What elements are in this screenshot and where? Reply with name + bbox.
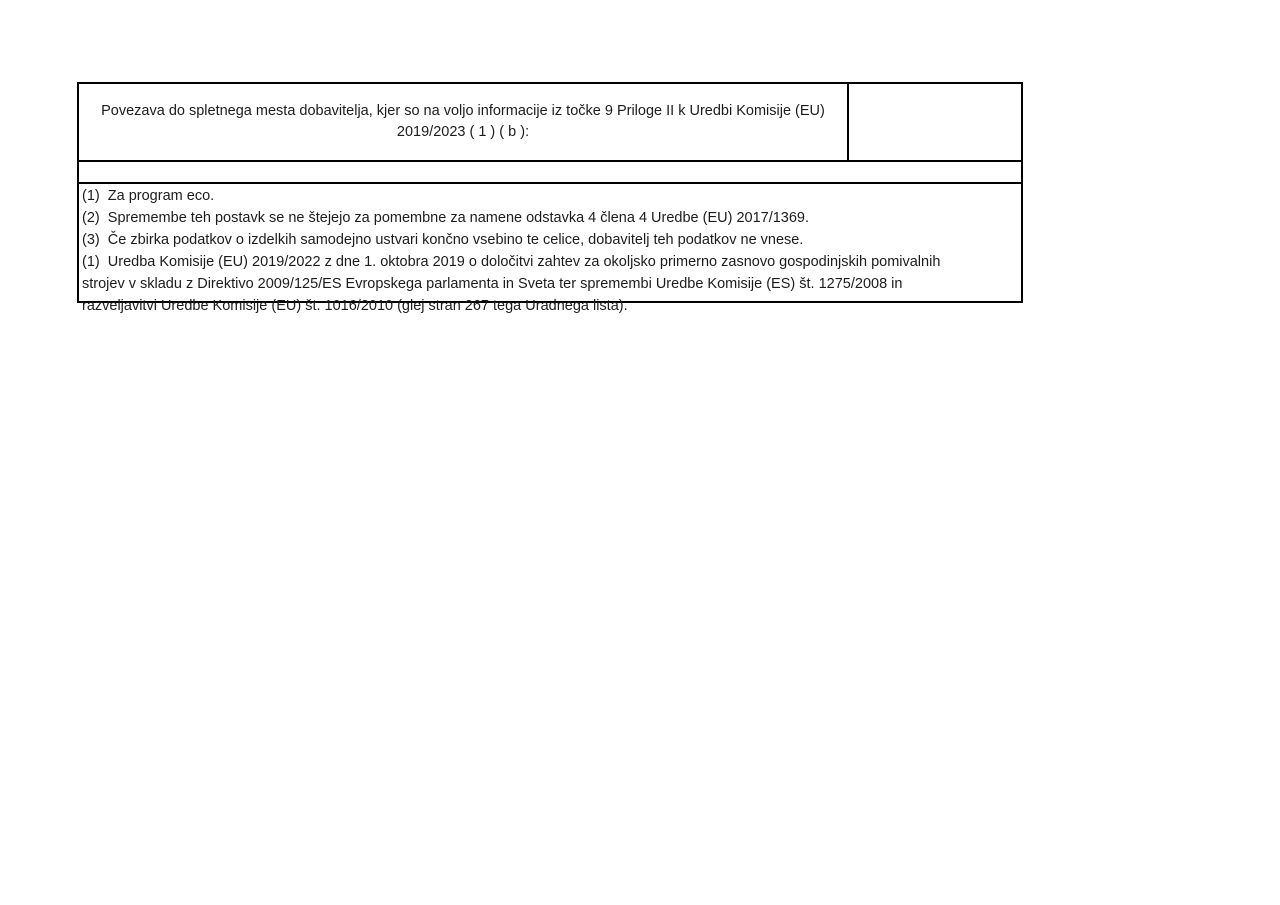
product-info-table	[77, 82, 1023, 314]
footnote-regulation-citation-line2: strojev v skladu z Direktivo 2009/125/ES Evropskega parlamenta in Sveta ter spremembi Uredbe Komisije (ES) št. 1275/2008 in	[82, 276, 903, 292]
footnote-database-autofill: (3) Če zbirka podatkov o izdelkih samodejno ustvari končno vsebino te celice, dobavitelj teh podatkov ne vnese.	[82, 232, 804, 248]
spacer-row	[79, 160, 1021, 182]
footnote-regulation-citation-line1: (1) Uredba Komisije (EU) 2019/2022 z dne 1. oktobra 2019 o določitvi zahtev za okoljsko primerno zasnovo gospodinjskih pomivalnih	[82, 254, 941, 270]
footnote-eco-program: (1) Za program eco.	[82, 188, 215, 204]
supplier-link-label-cell	[79, 84, 849, 160]
supplier-link-row	[79, 84, 1021, 160]
supplier-link-label-line1: Povezava do spletnega mesta dobavitelja, kjer so na voljo informacije iz točke 9 Priloge II k Uredbi Komisije (EU)	[101, 103, 825, 119]
footnote-changes-not-relevant: (2) Spremembe teh postavk se ne štejejo za pomembne za namene odstavka 4 člena 4 Uredbe (EU) 2017/1369.	[82, 210, 810, 226]
footnotes-section	[79, 182, 1021, 314]
supplier-link-value-cell	[849, 84, 1021, 160]
supplier-link-label-line2: 2019/2023 ( 1 ) ( b ):	[396, 124, 530, 140]
footnote-regulation-citation-line3-clipped: razveljavitvi Uredbe Komisije (EU) št. 1016/2010 (glej stran 267 tega Uradnega lista).	[82, 298, 628, 314]
